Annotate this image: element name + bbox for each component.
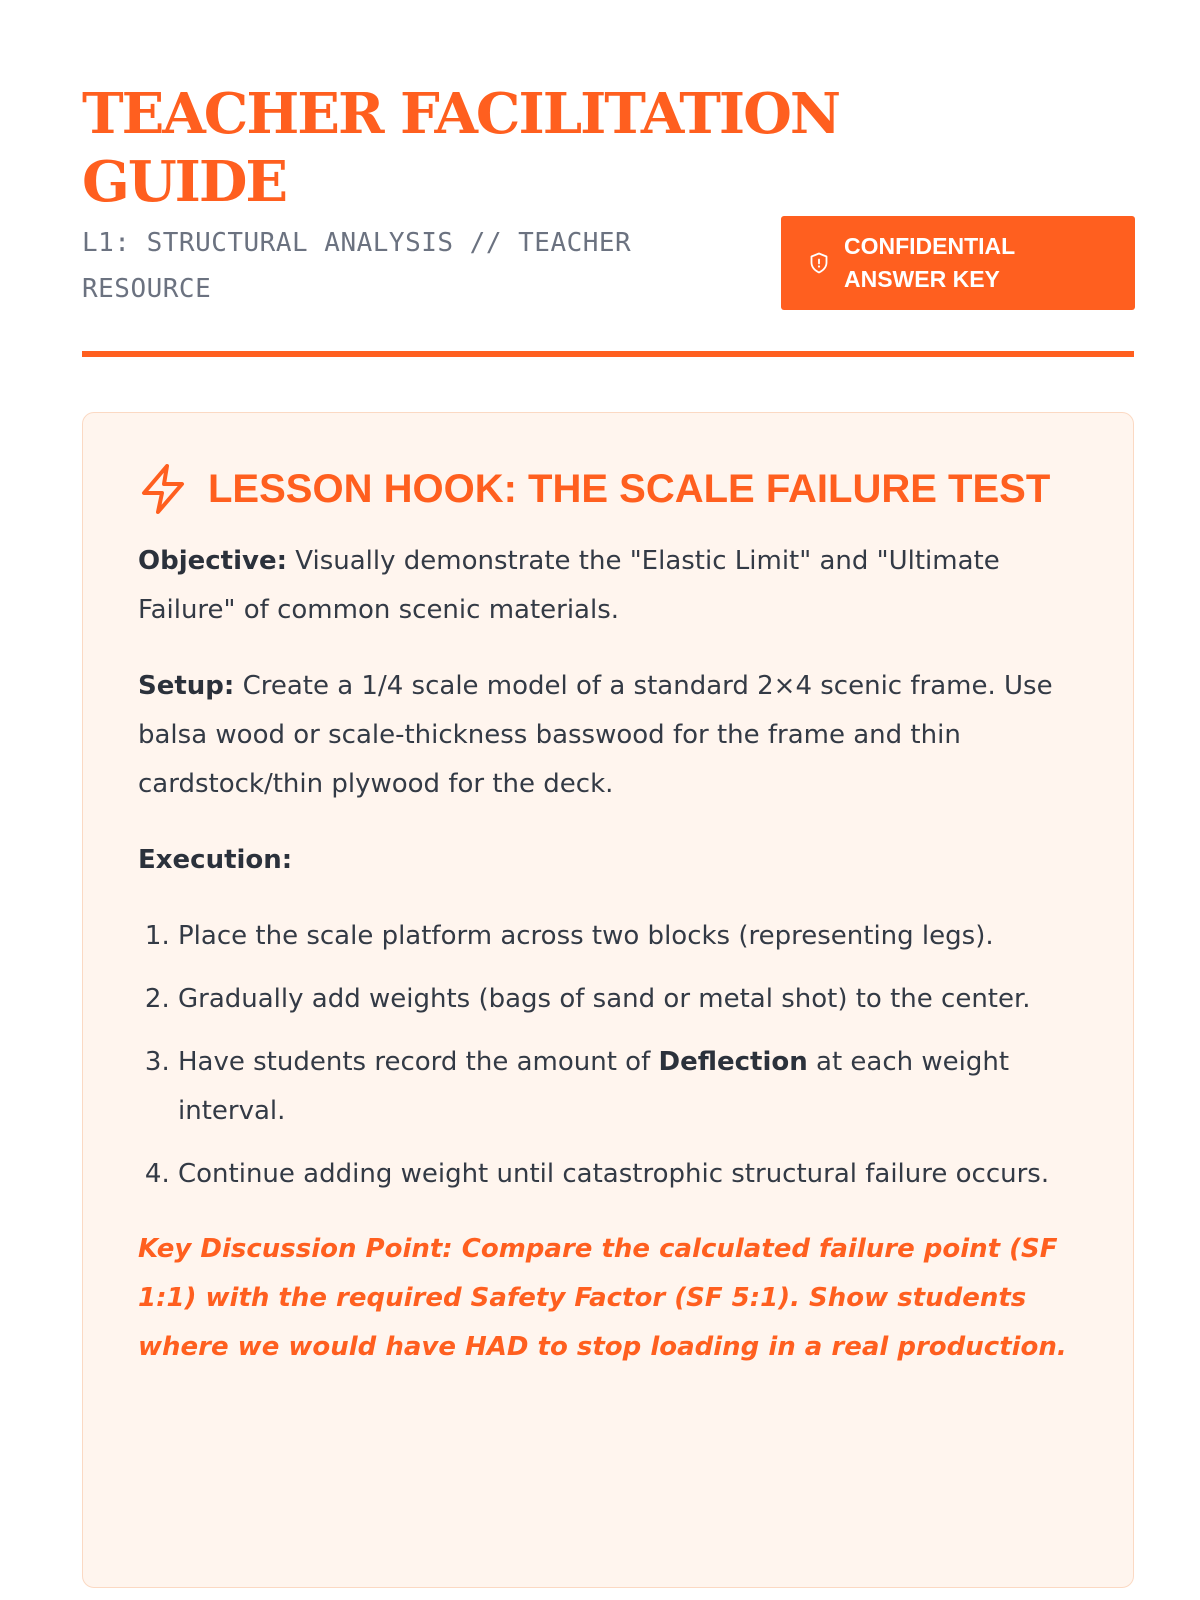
list-item: 2. Gradually add weights (bags of sand or metal shot) to the center.	[178, 975, 1078, 1024]
setup-label: Setup:	[138, 671, 235, 701]
list-item: 4. Continue adding weight until catastrophic structural failure occurs.	[178, 1150, 1078, 1199]
page-title: TEACHER FACILITATION GUIDE	[82, 81, 840, 215]
execution-label: Execution:	[138, 845, 293, 875]
page-header	[82, 80, 1134, 326]
objective-label: Objective:	[138, 546, 287, 576]
deflection-term: Deflection	[658, 1047, 808, 1077]
objective-paragraph	[138, 537, 1078, 635]
setup-paragraph	[138, 662, 1078, 809]
execution-steps	[138, 912, 1078, 1199]
step-text-before: Have students record the amount of	[178, 1047, 659, 1077]
confidential-badge	[781, 216, 1135, 310]
hook-heading	[138, 463, 1078, 515]
badge-label: CONFIDENTIAL ANSWER KEY	[844, 233, 1015, 292]
execution-heading	[138, 836, 1078, 885]
lesson-hook-card	[82, 412, 1134, 1588]
list-item: 1. Place the scale platform across two blocks (representing legs).	[178, 912, 1078, 961]
objective-text: Visually demonstrate the "Elastic Limit" and "Ultimate Failure" of common scenic materials.	[138, 546, 1000, 625]
list-item	[178, 1038, 1078, 1136]
step-text-after: at each weight interval.	[178, 1047, 1010, 1126]
shield-icon	[809, 252, 829, 274]
key-discussion-point: Key Discussion Point: Compare the calculated failure point (SF 1:1) with the required Safety Factor (SF 5:1). Show students where we would have HAD to stop loading in a real production.	[138, 1234, 1067, 1362]
header-divider	[82, 351, 1134, 357]
header-subrow	[82, 216, 1134, 326]
lightning-bolt-icon	[138, 463, 188, 515]
page-subtitle: L1: STRUCTURAL ANALYSIS // TEACHER RESOURCE	[82, 228, 632, 304]
hook-title: LESSON HOOK: THE SCALE FAILURE TEST	[208, 467, 1051, 511]
setup-text: Create a 1/4 scale model of a standard 2×4 scenic frame. Use balsa wood or scale-thickness basswood for the frame and thin cardstock/thin plywood for the deck.	[138, 671, 1053, 799]
